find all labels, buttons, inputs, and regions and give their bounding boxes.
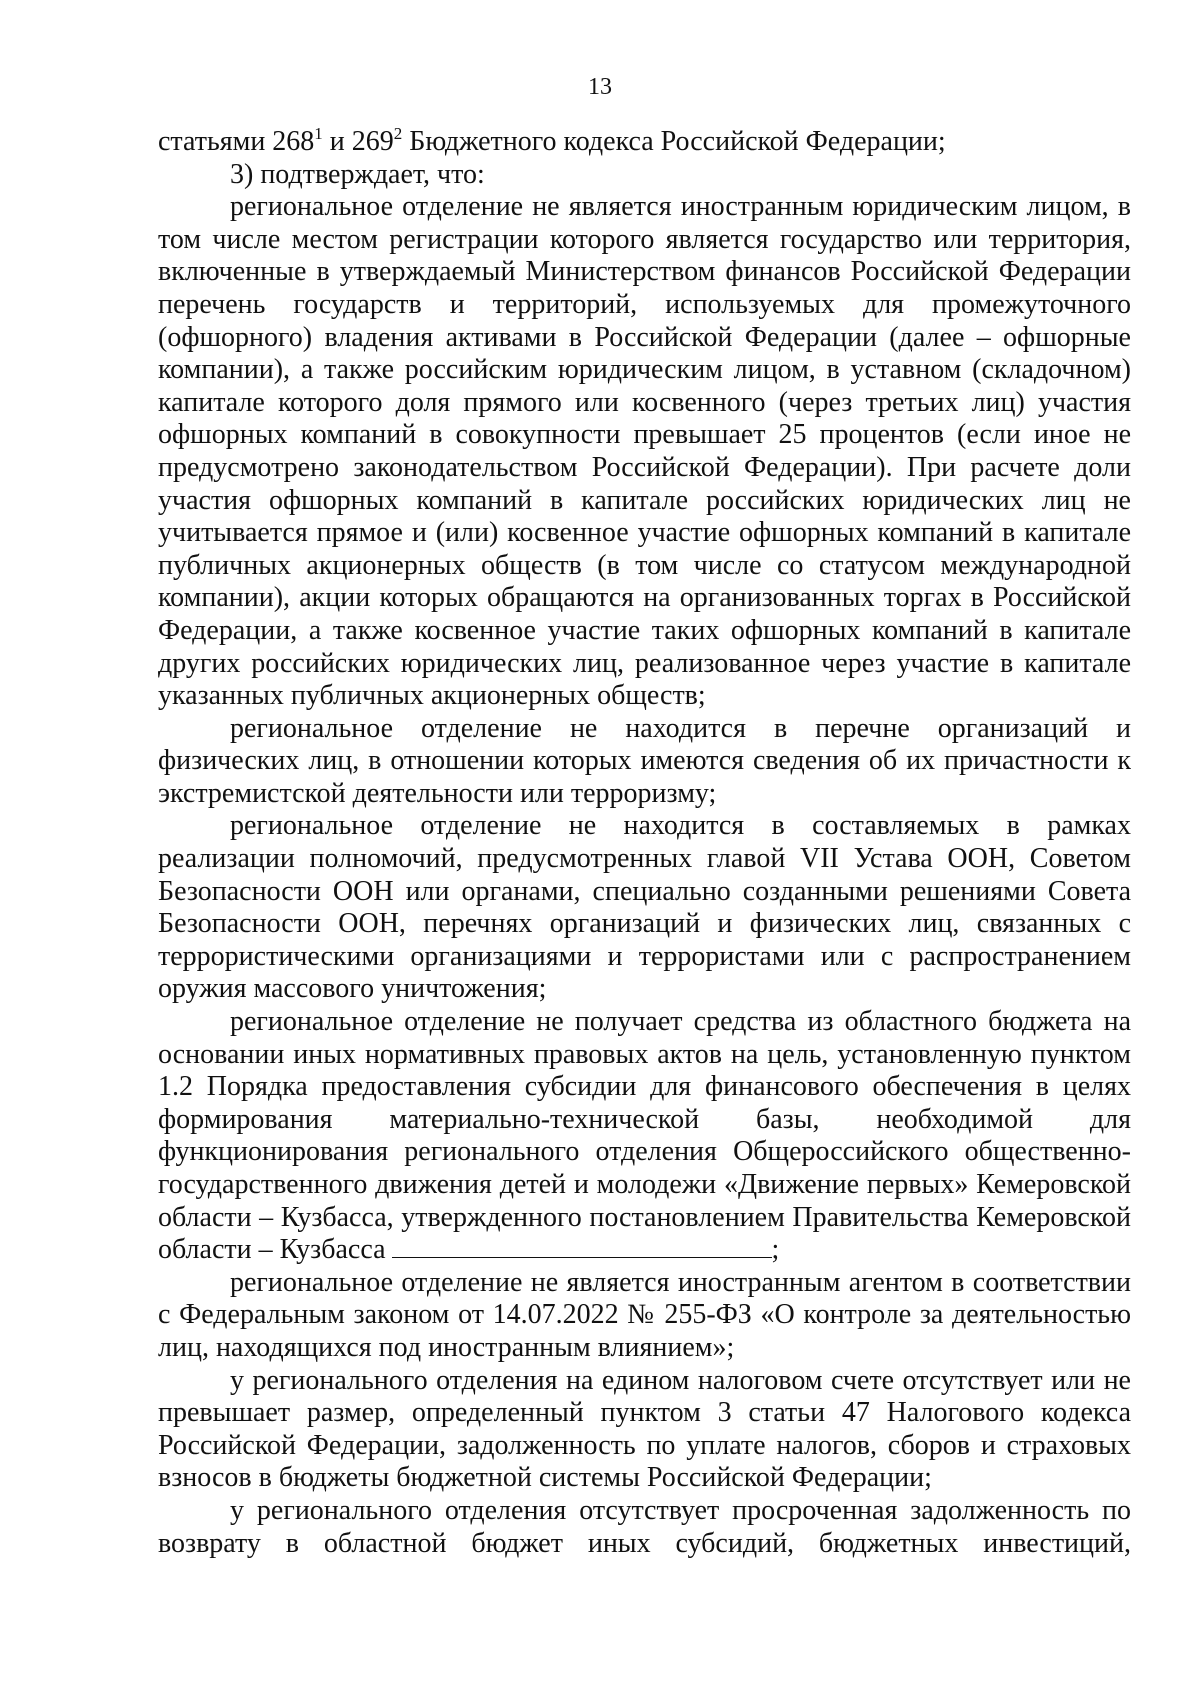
paragraph-budget-funds-text: региональное отделение не получает средства из областного бюджета на основании иных нормативных правовых актов на цель, установленную пунктом 1.2 Порядка предоставления субсидии для финансового обеспечения в целях формирования материально-технической базы, необходимой для функционирования регионального отделения Общероссийского общественно-государственного движения детей и молодежи «Движение первых» Кемеровской области – Кузбасса, утвержденного постановлением Правительства Кемеровской области – Кузбасса — [158, 1006, 1131, 1266]
lead-superscript-b: 2 — [393, 124, 403, 143]
paragraph-extremism: региональное отделение не находится в перечне организаций и физических лиц, в отношении которых имеются сведения об их причастности к экстремистской деятельности или терроризму; — [158, 712, 1131, 809]
paragraph-un-sanctions: региональное отделение не находится в составляемых в рамках реализации полномочий, предусмотренных главой VII Устава ООН, Советом Безопасности ООН или органами, специально созданными решениями Совета Безопасности ООН, перечнях организаций и физических лиц, связанных с террористическими организациями и террористами или с распространением оружия массового уничтожения; — [158, 810, 1131, 1005]
lead-text-a: статьями 268 — [158, 126, 315, 157]
lead-text-b: и 269 — [322, 126, 394, 157]
lead-line — [158, 126, 1131, 159]
lead-text-c: Бюджетного кодекса Российской Федерации; — [402, 126, 946, 157]
paragraph-budget-funds — [158, 1006, 1131, 1267]
paragraph-budget-funds-end: ; — [771, 1234, 780, 1266]
paragraph-overdue-debt: у регионального отделения отсутствует просроченная задолженность по возврату в областной бюджет иных субсидий, бюджетных инвестиций, — [158, 1494, 1131, 1559]
item-3-heading: 3) подтверждает, что: — [230, 158, 485, 190]
lead-superscript-a: 1 — [314, 124, 323, 143]
paragraph-foreign-agent: региональное отделение не является иностранным агентом в соответствии с Федеральным законом от 14.07.2022 № 255-ФЗ «О контроле за деятельностью лиц, находящихся под иностранным влиянием»; — [158, 1266, 1131, 1363]
paragraph-offshore: региональное отделение не является иностранным юридическим лицом, в том числе местом регистрации которого является государство или территория, включенные в утверждаемый Министерством финансов Российской Федерации перечень государств и территорий, используемых для промежуточного (офшорного) владения активами в Российской Федерации (далее – офшорные компании), а также российским юридическим лицом, в уставном (складочном) капитале которого доля прямого или косвенного (через третьих лиц) участия офшорных компаний в совокупности превышает 25 процентов (если иное не предусмотрено законодательством Российской Федерации). При расчете доли участия офшорных компаний в капитале российских юридических лиц не учитывается прямое и (или) косвенное участие офшорных компаний в капитале публичных акционерных обществ (в том числе со статусом международной компании), акции которых обращаются на организованных торгах в Российской Федерации, а также косвенное участие таких офшорных компаний в капитале других российских юридических лиц, реализованное через участие в капитале указанных публичных акционерных обществ; — [158, 191, 1131, 712]
document-body — [158, 126, 1131, 1560]
page-number: 13 — [588, 74, 612, 100]
paragraph-tax-debt: у регионального отделения на едином налоговом счете отсутствует или не превышает размер, определенный пунктом 3 статьи 47 Налогового кодекса Российской Федерации, задолженность по уплате налогов, сборов и страховых взносов в бюджеты бюджетной системы Российской Федерации; — [158, 1364, 1131, 1494]
blank-fill-line — [392, 1235, 772, 1258]
